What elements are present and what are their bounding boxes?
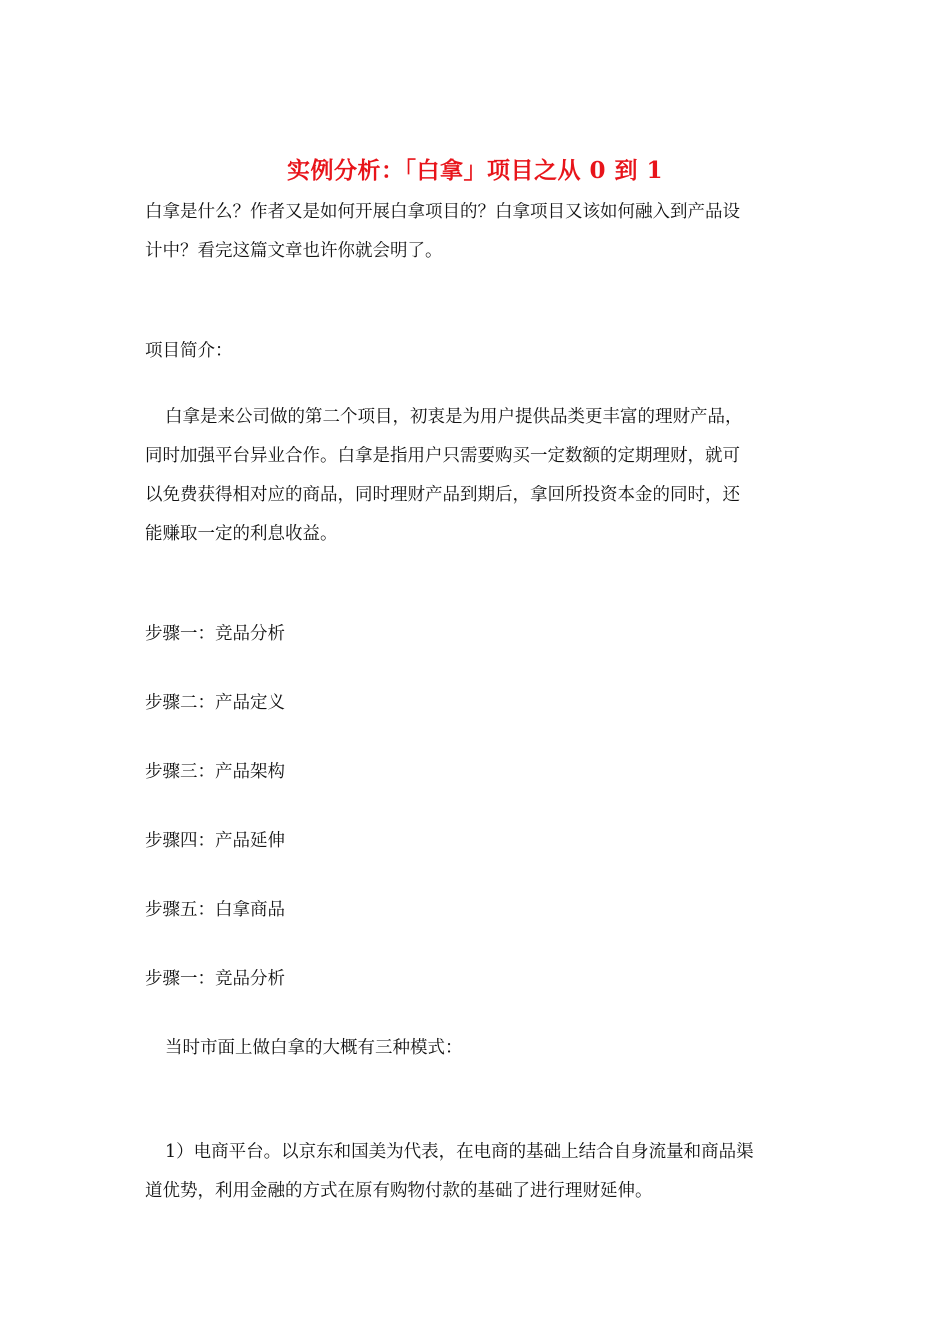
intro-line: 白拿是什么？作者又是如何开展白拿项目的？白拿项目又该如何融入到产品设 [145,202,740,222]
step-text: 步骤四：产品延伸 [145,831,285,851]
step-item [145,891,810,930]
summary-line: 能赚取一定的利息收益。 [145,524,338,544]
step-item [145,822,810,861]
mode-1-line: 道优势，利用金融的方式在原有购物付款的基础了进行理财延伸。 [145,1181,653,1201]
step-item [145,684,810,723]
section-heading [145,332,810,371]
step-text: 步骤三：产品架构 [145,762,285,782]
step-text: 步骤五：白拿商品 [145,900,285,920]
summary-line: 以免费获得相对应的商品，同时理财产品到期后，拿回所投资本金的同时，还 [145,485,740,505]
step-item [145,960,810,999]
step-item [145,615,810,654]
summary-line: 同时加强平台异业合作。白拿是指用户只需要购买一定数额的定期理财，就可 [145,446,740,466]
market-intro [145,1029,810,1068]
summary-paragraph [145,398,810,554]
step-text: 步骤一：竞品分析 [145,624,285,644]
mode-1-paragraph [145,1133,810,1211]
market-intro-text: 当时市面上做白拿的大概有三种模式： [165,1038,463,1058]
summary-line: 白拿是来公司做的第二个项目，初衷是为用户提供品类更丰富的理财产品， [165,407,743,427]
step-text: 步骤一：竞品分析 [145,969,285,989]
step-item [145,753,810,792]
section-heading-text: 项目简介： [145,341,233,361]
document-title: 实例分析：「白拿」项目之从 0 到 1 [286,157,664,184]
step-text: 步骤二：产品定义 [145,693,285,713]
intro-line: 计中？看完这篇文章也许你就会明了。 [145,241,443,261]
mode-1-line: 1）电商平台。以京东和国美为代表，在电商的基础上结合自身流量和商品渠 [165,1142,754,1162]
intro-paragraph [145,193,810,271]
